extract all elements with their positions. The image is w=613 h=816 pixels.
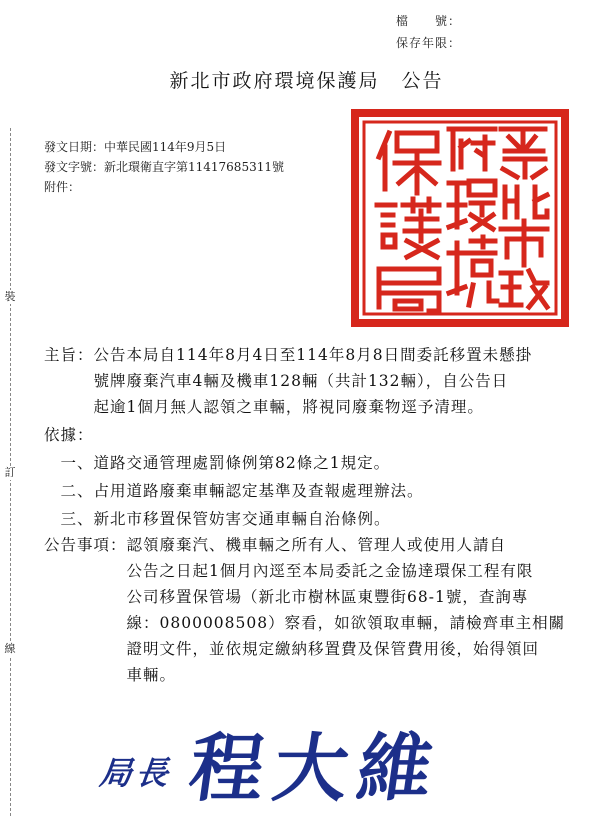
signature-title: 局長 — [97, 754, 174, 792]
notice-line-6: 車輛。 — [44, 666, 177, 684]
subject-line-3: 起逾1個月無人認領之車輛，將視同廢棄物逕予清理。 — [44, 398, 484, 416]
retention-period-label: 保存年限： — [396, 36, 462, 50]
notice-line-3: 公司移置保管場（新北市樹林區東豐街68-1號，查詢專 — [44, 588, 529, 606]
subject-line-1: 主旨：公告本局自114年8月4日至114年8月8日間委託移置未懸掛 — [44, 346, 533, 364]
issue-number: 發文字號：新北環衛直字第11417685311號 — [44, 160, 284, 174]
subject-line-2: 號牌廢棄汽車4輛及機車128輛（共計132輛），自公告日 — [44, 372, 509, 390]
basis-item-1: 一、道路交通管理處罰條例第82條之1規定。 — [44, 454, 391, 472]
basis-item-3: 三、新北市移置保管妨害交通車輛自治條例。 — [44, 510, 391, 528]
document-title — [0, 66, 613, 93]
basis-label: 依據： — [44, 426, 94, 444]
notice-line-5: 證明文件，並依規定繳納移置費及保管費用後，始得領回 — [44, 640, 540, 658]
binding-mark-ding: 訂 — [2, 466, 18, 480]
document-type: 公告 — [401, 70, 444, 92]
official-seal — [349, 107, 571, 329]
basis-item-2: 二、占用道路廢棄車輛認定基準及查報處理辦法。 — [44, 482, 424, 500]
attachment-label: 附件： — [44, 180, 81, 194]
notice-line-1: 公告事項：認領廢棄汽、機車輛之所有人、管理人或使用人請自 — [44, 536, 507, 554]
notice-line-4: 線：0800008508）察看，如欲領取車輛，請檢齊車主相關 — [44, 614, 566, 632]
notice-line-2: 公告之日起1個月內逕至本局委託之金協達環保工程有限 — [44, 562, 534, 580]
binding-mark-zhuang: 裝 — [2, 290, 18, 304]
signature-name: 程大維 — [183, 726, 449, 812]
binding-mark-xian: 線 — [2, 642, 18, 656]
agency-name: 新北市政府環境保護局 — [169, 70, 380, 92]
file-number-label: 檔 號： — [396, 14, 462, 28]
issue-date: 發文日期：中華民國114年9月5日 — [44, 140, 227, 154]
